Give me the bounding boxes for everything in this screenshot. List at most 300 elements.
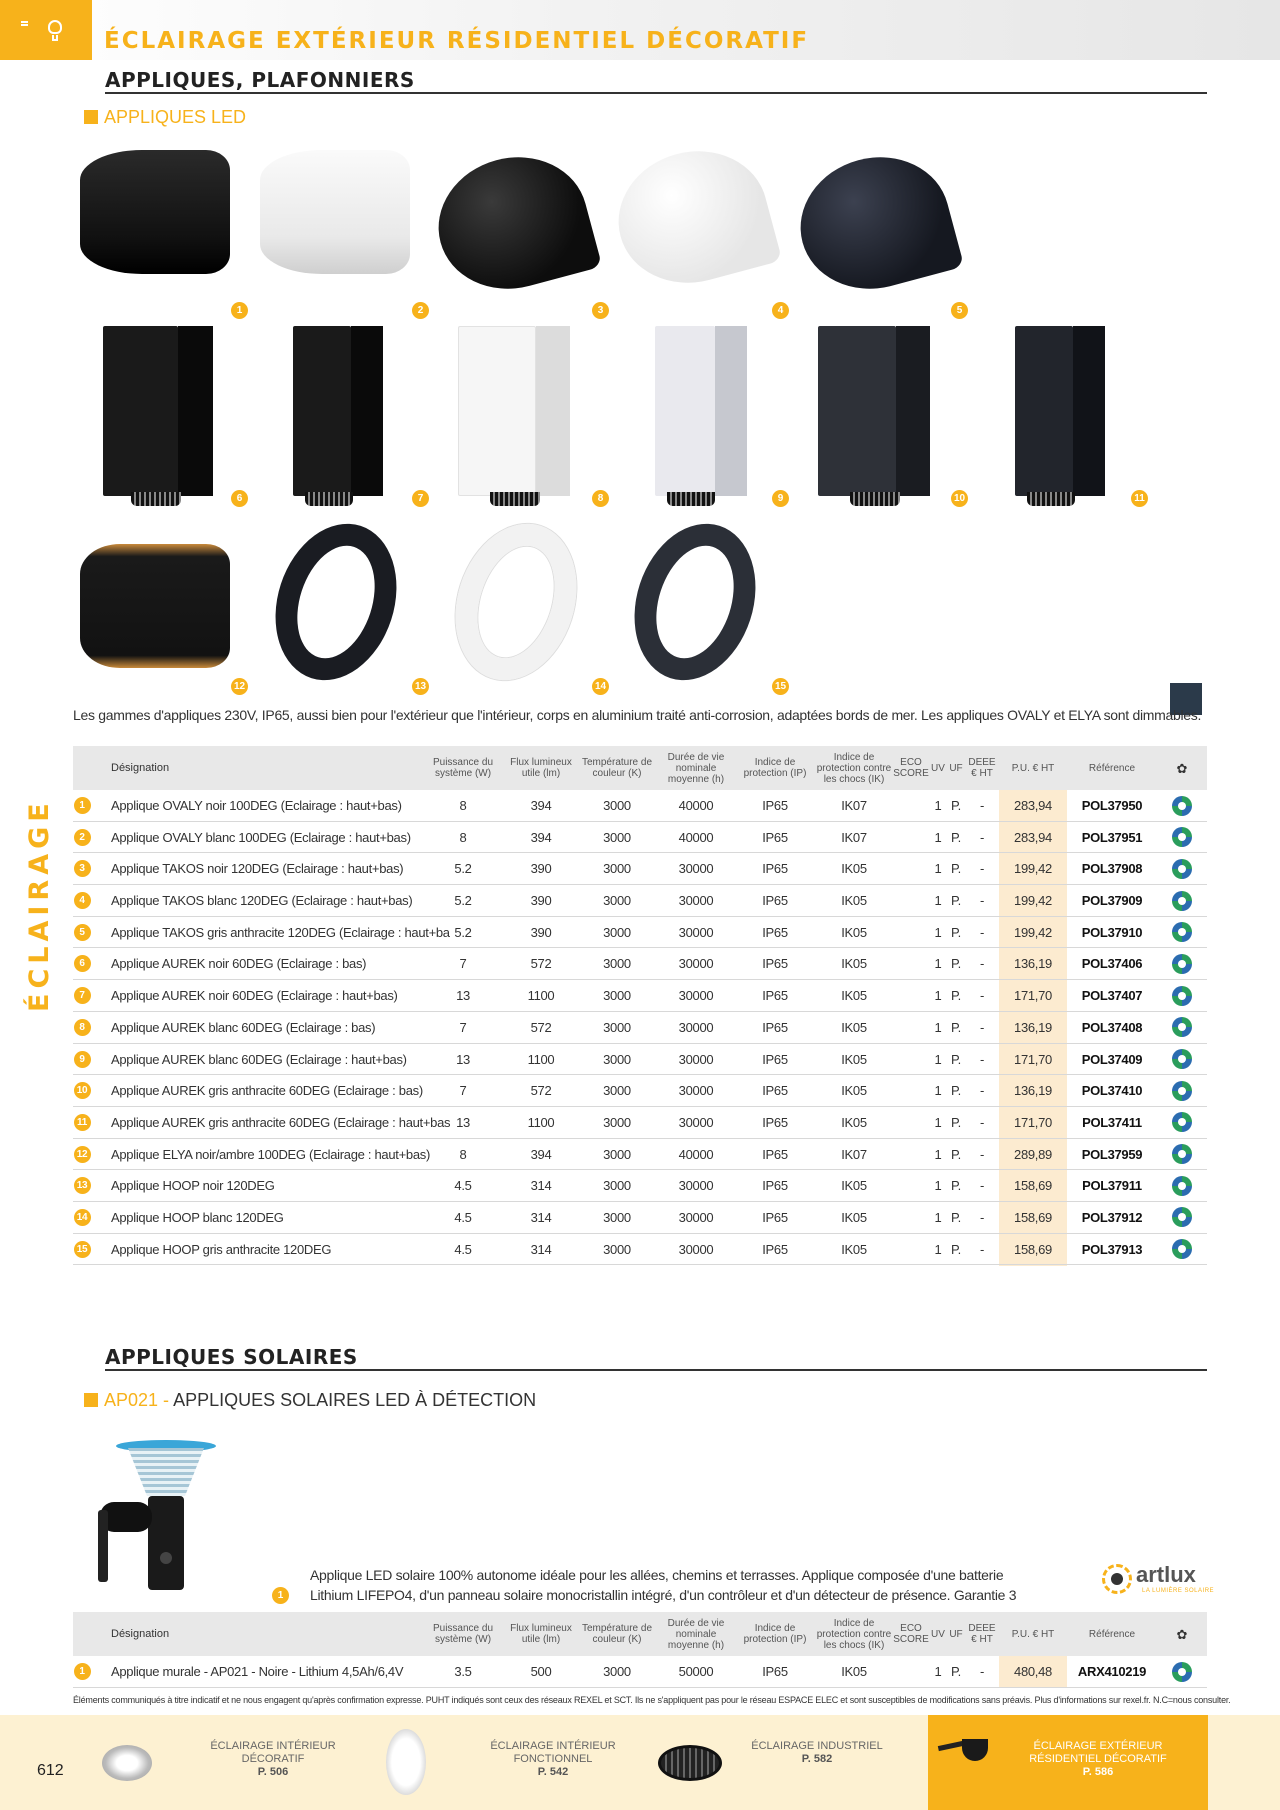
table-row <box>73 917 1207 949</box>
cell-k: 3000 <box>603 829 631 845</box>
cell-h: 30000 <box>678 1051 714 1067</box>
cell-h: 40000 <box>678 1146 714 1162</box>
cell-ref: ARX410219 <box>1077 1664 1147 1679</box>
cell-ip: IP65 <box>762 829 788 845</box>
cell-ref: POL37406 <box>1081 956 1143 972</box>
cell-lm: 314 <box>530 1178 552 1194</box>
cell-uf: P. <box>950 861 961 877</box>
row-number-badge: 14 <box>74 1209 91 1226</box>
cell-k: 3000 <box>603 988 631 1004</box>
cell-uv: 1 <box>934 1083 942 1099</box>
cell-uv: 1 <box>934 798 942 813</box>
cell-deee: - <box>979 1114 985 1130</box>
cell-ip: IP65 <box>762 1019 788 1035</box>
cell-ip: IP65 <box>762 988 788 1004</box>
col-header-uv: UV <box>931 762 945 774</box>
cell-deee: - <box>979 1083 985 1099</box>
cell-k: 3000 <box>603 893 631 909</box>
page-number: 612 <box>37 1762 64 1779</box>
product-image-solar-ap021 <box>98 1440 228 1590</box>
product-table-led <box>73 746 1207 1265</box>
cell-uf: P. <box>950 1051 961 1067</box>
cell-h: 30000 <box>678 861 714 877</box>
recycle-icon[interactable] <box>1172 986 1192 1006</box>
cell-deee: - <box>979 924 985 940</box>
cell-ref: POL37910 <box>1081 924 1143 940</box>
cell-deee: - <box>979 893 985 909</box>
cell-ref: POL37911 <box>1082 1178 1142 1194</box>
cell-k: 3000 <box>603 1241 631 1257</box>
header-badge <box>0 0 92 60</box>
table-row <box>73 1170 1207 1202</box>
cell-k: 3000 <box>603 861 631 877</box>
recycle-icon[interactable] <box>1172 1049 1192 1069</box>
cell-ik: IK05 <box>841 956 867 972</box>
footer-nav-item[interactable] <box>88 1715 336 1810</box>
side-category-label: ÉCLAIRAGE <box>24 798 55 1012</box>
cell-uv: 1 <box>934 1019 942 1035</box>
bullet-square-icon <box>84 1393 98 1407</box>
cell-uf: P. <box>950 1114 961 1130</box>
product-image-elya <box>80 544 230 668</box>
product-number-badge: 4 <box>772 302 789 319</box>
product-number-badge: 9 <box>772 490 789 507</box>
cell-lm: 390 <box>530 924 552 940</box>
cell-uf: P. <box>950 1083 961 1099</box>
table-row <box>73 1139 1207 1171</box>
cell-w: 7 <box>459 1083 467 1099</box>
cell-ip: IP65 <box>762 1146 788 1162</box>
cell-pu: 158,69 <box>1014 1241 1052 1257</box>
footer-nav-item-active[interactable] <box>928 1715 1208 1810</box>
row-number-badge: 10 <box>74 1082 91 1099</box>
cell-uv: 1 <box>934 956 942 972</box>
row-number-badge: 9 <box>74 1051 91 1068</box>
cell-k: 3000 <box>603 798 631 813</box>
cell-w: 4.5 <box>454 1209 472 1225</box>
eco-cell <box>1157 1044 1207 1075</box>
col-header-puissance: Puissance du système (W) <box>432 1623 494 1645</box>
product-code: AP021 - <box>104 1390 170 1410</box>
recycle-icon[interactable] <box>1172 1144 1192 1164</box>
cell-uv: 1 <box>934 1241 942 1257</box>
cell-designation: Applique OVALY blanc 100DEG (Eclairage : haut+bas) <box>111 829 411 845</box>
row-number-badge: 1 <box>74 797 91 814</box>
cell-uv: 1 <box>934 1209 942 1225</box>
col-header-reference: Référence <box>1088 762 1136 774</box>
cell-ip: IP65 <box>762 1051 788 1067</box>
product-image-aurek-anthracite-bas <box>818 326 930 504</box>
cell-pu: 171,70 <box>1014 1051 1052 1067</box>
brand-tagline: LA LUMIÈRE SOLAIRE <box>1142 1588 1215 1594</box>
product-number-badge: 1 <box>231 302 248 319</box>
cell-ik: IK05 <box>841 1019 867 1035</box>
gear-icon: ✿ <box>1176 760 1188 776</box>
cell-designation: Applique TAKOS noir 120DEG (Eclairage : haut+bas) <box>111 861 404 877</box>
cell-lm: 572 <box>530 956 552 972</box>
product-image-aurek-black-hautbas <box>293 326 383 504</box>
cell-uf: P. <box>950 893 961 909</box>
cell-ik: IK05 <box>841 1241 867 1257</box>
cell-designation: Applique HOOP gris anthracite 120DEG <box>111 1241 332 1257</box>
product-image-takos-black <box>424 141 603 305</box>
cell-ip: IP65 <box>762 1114 788 1130</box>
eco-cell <box>1157 948 1207 979</box>
row-number-cell <box>73 917 91 948</box>
cell-w: 8 <box>459 829 467 845</box>
row-number-cell <box>73 1012 91 1043</box>
product-image-aurek-white-hautbas <box>655 326 747 504</box>
cell-ip: IP65 <box>762 1083 788 1099</box>
col-header-uf: UF <box>949 762 963 774</box>
cell-ik: IK07 <box>841 1146 867 1162</box>
cell-lm: 572 <box>530 1019 552 1035</box>
col-header-flux: Flux lumineux utile (lm) <box>510 757 572 779</box>
cell-ik: IK05 <box>841 1051 867 1067</box>
cell-lm: 394 <box>530 798 552 813</box>
product-number-badge: 1 <box>272 1587 289 1604</box>
cell-lm: 314 <box>530 1241 552 1257</box>
cell-ip: IP65 <box>762 893 788 909</box>
product-number-badge: 14 <box>592 678 609 695</box>
cell-pu: 136,19 <box>1014 1019 1052 1035</box>
cell-ip: IP65 <box>762 798 788 813</box>
col-header-ip: Indice de protection (IP) <box>743 757 807 779</box>
cell-ref: POL37410 <box>1081 1083 1143 1099</box>
cell-h: 40000 <box>678 798 714 813</box>
cell-ik: IK05 <box>841 1209 867 1225</box>
cell-lm: 500 <box>530 1664 552 1679</box>
bullet-square-icon <box>84 110 98 124</box>
footer-nav-label: ÉCLAIRAGE EXTÉRIEUR RÉSIDENTIEL DÉCORATIF <box>1029 1740 1167 1765</box>
row-number-badge: 3 <box>74 860 91 877</box>
table-row <box>73 885 1207 917</box>
footer-nav-label: ÉCLAIRAGE INDUSTRIEL <box>751 1740 883 1752</box>
cell-w: 7 <box>459 1019 467 1035</box>
footer-nav-label: ÉCLAIRAGE INTÉRIEUR DÉCORATIF <box>210 1740 336 1765</box>
recycle-icon[interactable] <box>1172 1207 1192 1227</box>
cell-lm: 390 <box>530 861 552 877</box>
eco-cell <box>1157 853 1207 884</box>
eco-cell <box>1157 1656 1207 1687</box>
eco-cell <box>1157 1139 1207 1170</box>
subsection-heading-text: APPLIQUES LED <box>104 107 247 127</box>
table-row <box>73 853 1207 885</box>
cell-deee: - <box>979 861 985 877</box>
cell-designation: Applique TAKOS gris anthracite 120DEG (Eclairage : haut+ba <box>111 924 450 940</box>
highbay-icon <box>658 1745 722 1781</box>
product-number-badge: 7 <box>412 490 429 507</box>
cell-designation: Applique murale - AP021 - Noire - Lithium 4,5Ah/6,4V <box>111 1664 404 1679</box>
page-header-title: ÉCLAIRAGE EXTÉRIEUR RÉSIDENTIEL DÉCORATIF <box>104 28 810 54</box>
cell-uf: P. <box>950 1019 961 1035</box>
row-number-badge: 1 <box>74 1663 91 1680</box>
table-row <box>73 1202 1207 1234</box>
eco-cell <box>1157 980 1207 1011</box>
footer-nav-item[interactable] <box>380 1715 616 1810</box>
cell-h: 30000 <box>678 956 714 972</box>
cell-ref: POL37407 <box>1081 988 1143 1004</box>
recycle-icon[interactable] <box>1172 1112 1192 1132</box>
cell-k: 3000 <box>603 956 631 972</box>
footer-nav-label: ÉCLAIRAGE INTÉRIEUR FONCTIONNEL <box>490 1740 616 1765</box>
cell-w: 4.5 <box>454 1178 472 1194</box>
bulkhead-icon <box>386 1729 426 1795</box>
cell-uv: 1 <box>934 1146 942 1162</box>
recycle-icon[interactable] <box>1172 954 1192 974</box>
row-number-cell <box>73 1202 91 1233</box>
cell-deee: - <box>979 988 985 1004</box>
cell-ik: IK05 <box>841 893 867 909</box>
product-image-aurek-anthracite-hautbas <box>1015 326 1105 504</box>
cell-w: 5.2 <box>454 861 472 877</box>
product-range-description: Les gammes d'appliques 230V, IP65, aussi bien pour l'extérieur que l'intérieur, corps en aluminium traité anti-corrosion, adaptées bords de mer. Les appliques OVALY et ELYA sont dimmables. <box>73 707 1202 723</box>
table-row <box>73 980 1207 1012</box>
table-header-row <box>73 1612 1207 1656</box>
recycle-icon[interactable] <box>1172 796 1192 816</box>
cell-deee: - <box>979 956 985 972</box>
cell-h: 50000 <box>678 1664 714 1679</box>
col-header-designation: Désignation <box>111 1627 170 1640</box>
cell-lm: 394 <box>530 1146 552 1162</box>
cell-h: 30000 <box>678 924 714 940</box>
product-image-takos-anthracite <box>786 141 965 305</box>
col-header-duree: Durée de vie nominale moyenne (h) <box>667 751 725 785</box>
col-header-deee: DEEE € HT <box>968 757 996 779</box>
cell-deee: - <box>979 1241 985 1257</box>
cell-designation: Applique AUREK noir 60DEG (Eclairage : bas) <box>111 956 367 972</box>
cell-k: 3000 <box>603 1051 631 1067</box>
lightbulb-icon <box>46 20 64 42</box>
product-number-badge: 8 <box>592 490 609 507</box>
eco-cell <box>1157 1170 1207 1201</box>
cell-ik: IK05 <box>841 1114 867 1130</box>
cell-deee: - <box>979 1209 985 1225</box>
row-number-cell <box>73 1075 91 1106</box>
eco-cell <box>1157 1075 1207 1106</box>
cell-uv: 1 <box>934 861 942 877</box>
cell-ref: POL37408 <box>1081 1019 1143 1035</box>
cell-pu: 171,70 <box>1014 1114 1052 1130</box>
row-number-badge: 4 <box>74 892 91 909</box>
cell-pu: 171,70 <box>1014 988 1052 1004</box>
cell-lm: 314 <box>530 1209 552 1225</box>
cell-designation: Applique HOOP blanc 120DEG <box>111 1209 284 1225</box>
eco-cell <box>1157 885 1207 916</box>
cell-deee: - <box>979 1178 985 1194</box>
recycle-icon[interactable] <box>1172 1176 1192 1196</box>
product-image-hoop-anthracite <box>615 508 775 696</box>
wall-lamp-icon <box>938 1733 990 1769</box>
row-number-cell <box>73 822 91 853</box>
row-number-badge: 13 <box>74 1177 91 1194</box>
brand-name: artlux <box>1136 1562 1196 1587</box>
cell-uv: 1 <box>934 829 942 845</box>
recycle-icon[interactable] <box>1172 922 1192 942</box>
cell-ref: POL37411 <box>1082 1114 1142 1130</box>
table-row <box>73 822 1207 854</box>
col-header-eco-score: ECO SCORE <box>893 757 929 779</box>
cell-uf: P. <box>950 956 961 972</box>
cell-ref: POL37959 <box>1081 1146 1143 1162</box>
row-number-badge: 15 <box>74 1241 91 1258</box>
cell-uf: P. <box>950 1664 961 1679</box>
product-number-badge: 5 <box>951 302 968 319</box>
cell-designation: Applique AUREK noir 60DEG (Eclairage : haut+bas) <box>111 988 398 1004</box>
recycle-icon[interactable] <box>1172 859 1192 879</box>
cell-designation: Applique AUREK blanc 60DEG (Eclairage : bas) <box>111 1019 376 1035</box>
row-number-cell <box>73 1234 91 1265</box>
cell-uf: P. <box>950 829 961 845</box>
cell-h: 30000 <box>678 1083 714 1099</box>
cell-pu: 199,42 <box>1014 893 1052 909</box>
table-header-row <box>73 746 1207 790</box>
cell-designation: Applique HOOP noir 120DEG <box>111 1178 275 1194</box>
recycle-icon[interactable] <box>1172 1081 1192 1101</box>
cell-uv: 1 <box>934 988 942 1004</box>
cell-ip: IP65 <box>762 924 788 940</box>
product-number-badge: 13 <box>412 678 429 695</box>
col-header-ik: Indice de protection contre les chocs (IK) <box>816 751 892 785</box>
cell-deee: - <box>979 1664 985 1679</box>
eco-cell <box>1157 822 1207 853</box>
footer-nav-page: P. 586 <box>1082 1766 1114 1778</box>
cell-h: 30000 <box>678 1209 714 1225</box>
col-header-flux: Flux lumineux utile (lm) <box>510 1623 572 1645</box>
cell-ref: POL37912 <box>1081 1209 1143 1225</box>
cell-k: 3000 <box>603 1178 631 1194</box>
cell-ip: IP65 <box>762 1209 788 1225</box>
table-row <box>73 1012 1207 1044</box>
recycle-icon[interactable] <box>1172 827 1192 847</box>
eco-cell <box>1157 1107 1207 1138</box>
cell-uv: 1 <box>934 924 942 940</box>
eco-cell <box>1157 917 1207 948</box>
col-header-puissance: Puissance du système (W) <box>432 757 494 779</box>
cell-w: 4.5 <box>454 1241 472 1257</box>
cell-lm: 394 <box>530 829 552 845</box>
cell-pu: 158,69 <box>1014 1178 1052 1194</box>
eco-cell <box>1157 790 1207 821</box>
cell-ref: POL37951 <box>1081 829 1143 845</box>
col-header-uf: UF <box>949 1628 963 1640</box>
cell-ip: IP65 <box>762 1241 788 1257</box>
cell-ik: IK05 <box>841 1664 867 1679</box>
row-number-cell <box>73 1656 91 1687</box>
footer-nav-page: P. 506 <box>257 1766 289 1778</box>
subsection-heading-text: APPLIQUES SOLAIRES LED À DÉTECTION <box>173 1390 537 1410</box>
footer-nav-item[interactable] <box>650 1715 900 1810</box>
recycle-icon[interactable] <box>1172 1239 1192 1259</box>
table-row <box>73 1075 1207 1107</box>
cell-uf: P. <box>950 798 961 813</box>
col-header-designation: Désignation <box>111 761 170 774</box>
cell-pu: 158,69 <box>1014 1209 1052 1225</box>
product-number-badge: 10 <box>951 490 968 507</box>
cell-ik: IK07 <box>841 798 867 813</box>
footer-nav-page: P. 542 <box>537 1766 569 1778</box>
col-header-reference: Référence <box>1088 1628 1136 1640</box>
cell-k: 3000 <box>603 1083 631 1099</box>
cell-pu: 283,94 <box>1014 798 1052 813</box>
cell-pu: 289,89 <box>1014 1146 1052 1162</box>
col-header-deee: DEEE € HT <box>968 1623 996 1645</box>
cell-ip: IP65 <box>762 1178 788 1194</box>
product-table-solar <box>73 1612 1207 1688</box>
recycle-icon[interactable] <box>1172 1017 1192 1037</box>
row-number-badge: 5 <box>74 924 91 941</box>
menu-lines-icon <box>21 21 28 29</box>
cell-h: 30000 <box>678 1241 714 1257</box>
cell-lm: 572 <box>530 1083 552 1099</box>
cell-k: 3000 <box>603 1664 631 1679</box>
cell-designation: Applique AUREK gris anthracite 60DEG (Eclairage : haut+bas <box>111 1114 451 1130</box>
row-number-cell <box>73 790 91 821</box>
cell-ip: IP65 <box>762 956 788 972</box>
cell-ik: IK05 <box>841 861 867 877</box>
cell-w: 3.5 <box>454 1664 472 1679</box>
col-header-temperature: Température de couleur (K) <box>581 757 653 779</box>
eco-cell <box>1157 1012 1207 1043</box>
cell-ip: IP65 <box>762 1664 788 1679</box>
product-number-badge: 2 <box>412 302 429 319</box>
solar-product-description: Applique LED solaire 100% autonome idéale pour les allées, chemins et terrasses. Applique composée d'une batterie Lithium LIFEPO4, d'un panneau solaire monocristallin intégré, d'un contrôleur et d'un détecteur de présence. Garantie 3 <box>310 1567 1017 1603</box>
section-rule <box>105 1369 1207 1371</box>
section-title: APPLIQUES, PLAFONNIERS <box>105 68 415 92</box>
gear-icon: ✿ <box>1176 1626 1188 1642</box>
cell-h: 40000 <box>678 829 714 845</box>
cell-pu: 199,42 <box>1014 861 1052 877</box>
downlight-icon <box>102 1745 152 1781</box>
cell-uv: 1 <box>934 1664 942 1679</box>
product-number-badge: 11 <box>1131 490 1148 507</box>
row-number-badge: 7 <box>74 987 91 1004</box>
cell-ref: POL37409 <box>1081 1051 1143 1067</box>
cell-h: 30000 <box>678 1019 714 1035</box>
cell-deee: - <box>979 798 985 813</box>
product-image-ovaly-white <box>260 150 410 274</box>
cell-deee: - <box>979 829 985 845</box>
col-header-settings <box>1157 1612 1207 1656</box>
product-image-aurek-white-bas <box>458 326 570 504</box>
table-row <box>73 1234 1207 1266</box>
legal-footnote: Éléments communiqués à titre indicatif et ne nous engagent qu'après confirmation expresse. PUHT indiqués sont ceux des réseaux REXEL et SCT. Ils ne s'appliquent pas pour le réseau ESPACE ELEC et sont susceptibles de modifications sans préavis. Plus d'informations sur rexel.fr. N.C=nous consulter. <box>73 1695 1231 1705</box>
col-header-duree: Durée de vie nominale moyenne (h) <box>667 1617 725 1651</box>
row-number-badge: 12 <box>74 1146 91 1163</box>
product-image-ovaly-black <box>80 150 230 274</box>
table-row <box>73 1107 1207 1139</box>
recycle-icon[interactable] <box>1172 891 1192 911</box>
cell-w: 13 <box>456 1051 470 1067</box>
sun-icon <box>1102 1564 1132 1594</box>
cell-k: 3000 <box>603 1114 631 1130</box>
table-body <box>73 790 1207 1265</box>
recycle-icon[interactable] <box>1172 1662 1192 1682</box>
eco-cell <box>1157 1234 1207 1265</box>
row-number-cell <box>73 885 91 916</box>
cell-lm: 390 <box>530 893 552 909</box>
cell-uf: P. <box>950 1178 961 1194</box>
cell-ik: IK07 <box>841 829 867 845</box>
col-header-pu: P.U. € HT <box>1011 1628 1055 1640</box>
product-number-badge: 12 <box>231 678 248 695</box>
table-row <box>73 1044 1207 1076</box>
cell-uf: P. <box>950 988 961 1004</box>
col-header-settings <box>1157 746 1207 790</box>
row-number-cell <box>73 1170 91 1201</box>
row-number-cell <box>73 1107 91 1138</box>
cell-lm: 1100 <box>527 1114 555 1130</box>
